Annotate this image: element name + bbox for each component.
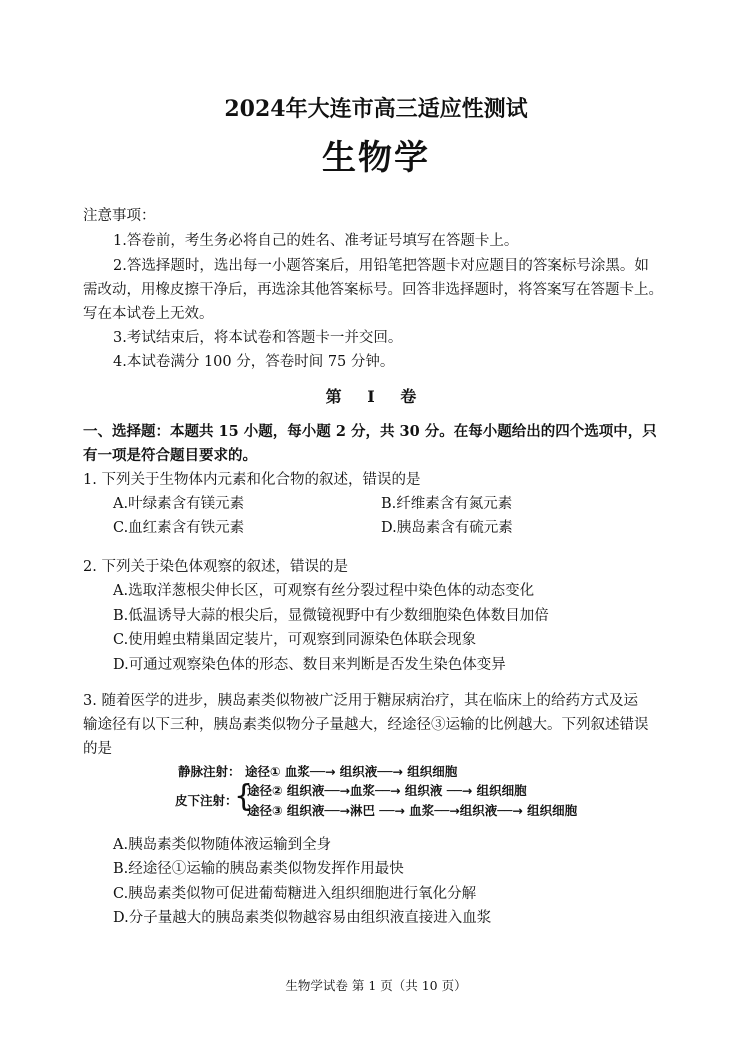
- question-1-stem: 1. 下列关于生物体内元素和化合物的叙述，错误的是: [83, 472, 421, 488]
- notes-heading: 注意事项：: [83, 208, 156, 224]
- exam-title: 2024年大连市高三适应性测试: [224, 96, 528, 122]
- pathway-3: 途径③ 组织液──→淋巴 ──→ 血浆──→组织液──→ 组织细胞: [247, 803, 578, 818]
- question-2-stem: 2. 下列关于染色体观察的叙述，错误的是: [83, 559, 348, 575]
- brace-icon: {: [234, 779, 254, 814]
- question-2-option-c: C.使用蝗虫精巢固定装片，可观察到同源染色体联会现象: [113, 632, 477, 648]
- question-2-option-d: D.可通过观察染色体的形态、数目来判断是否发生染色体变异: [113, 657, 506, 673]
- question-2-option-b: B.低温诱导大蒜的根尖后，显微镜视野中有少数细胞染色体数目加倍: [113, 608, 549, 624]
- note-item-3: 3.考试结束后，将本试卷和答题卡一并交回。: [113, 330, 403, 346]
- question-3-stem-line-2: 输途径有以下三种，胰岛素类似物分子量越大，经途径③运输的比例越大。下列叙述错误: [83, 717, 649, 733]
- sc-injection-label: 皮下注射：: [175, 793, 238, 808]
- question-3-option-d: D.分子量越大的胰岛素类似物越容易由组织液直接进入血浆: [113, 910, 492, 926]
- note-item-2-line-3: 写在本试卷上无效。: [83, 306, 214, 322]
- question-1-option-d: D.胰岛素含有硫元素: [381, 520, 513, 536]
- section-instruction-line-2: 有一项是符合题目要求的。: [83, 447, 257, 464]
- note-item-2-line-1: 2.答选择题时，选出每一小题答案后，用铅笔把答题卡对应题目的答案标号涂黑。如: [113, 258, 649, 274]
- subject-title: 生物学: [322, 138, 430, 178]
- question-3-option-a: A.胰岛素类似物随体液运输到全身: [113, 837, 332, 853]
- pathway-1: 途径① 血浆──→ 组织液──→ 组织细胞: [245, 764, 458, 779]
- note-item-2-line-2: 需改动，用橡皮擦干净后，再选涂其他答案标号。回答非选择题时，将答案写在答题卡上。: [83, 282, 663, 298]
- pathway-2: 途径② 组织液──→血浆──→ 组织液 ──→ 组织细胞: [247, 783, 527, 798]
- iv-injection-label: 静脉注射：: [178, 764, 241, 779]
- question-3-stem-line-1: 3. 随着医学的进步，胰岛素类似物被广泛用于糖尿病治疗，其在临床上的给药方式及运: [83, 693, 638, 709]
- question-2-option-a: A.选取洋葱根尖伸长区，可观察有丝分裂过程中染色体的动态变化: [113, 583, 535, 599]
- question-1-option-c: C.血红素含有铁元素: [113, 520, 245, 536]
- page-footer: 生物学试卷 第 1 页（共 10 页）: [285, 978, 467, 993]
- note-item-1: 1.答卷前，考生务必将自己的姓名、准考证号填写在答题卡上。: [113, 233, 519, 249]
- question-1-option-a: A.叶绿素含有镁元素: [113, 496, 245, 512]
- section-instruction-line-1: 一、选择题：本题共 15 小题，每小题 2 分，共 30 分。在每小题给出的四个选项中，只: [83, 423, 657, 440]
- question-3-stem-line-3: 的是: [83, 741, 112, 757]
- section-heading: 第 Ⅰ 卷: [325, 387, 427, 406]
- question-3-option-c: C.胰岛素类似物可促进葡萄糖进入组织细胞进行氧化分解: [113, 886, 477, 902]
- note-item-4: 4.本试卷满分 100 分，答卷时间 75 分钟。: [113, 354, 395, 370]
- question-1-option-b: B.纤维素含有氮元素: [381, 496, 513, 512]
- question-3-option-b: B.经途径①运输的胰岛素类似物发挥作用最快: [113, 861, 404, 877]
